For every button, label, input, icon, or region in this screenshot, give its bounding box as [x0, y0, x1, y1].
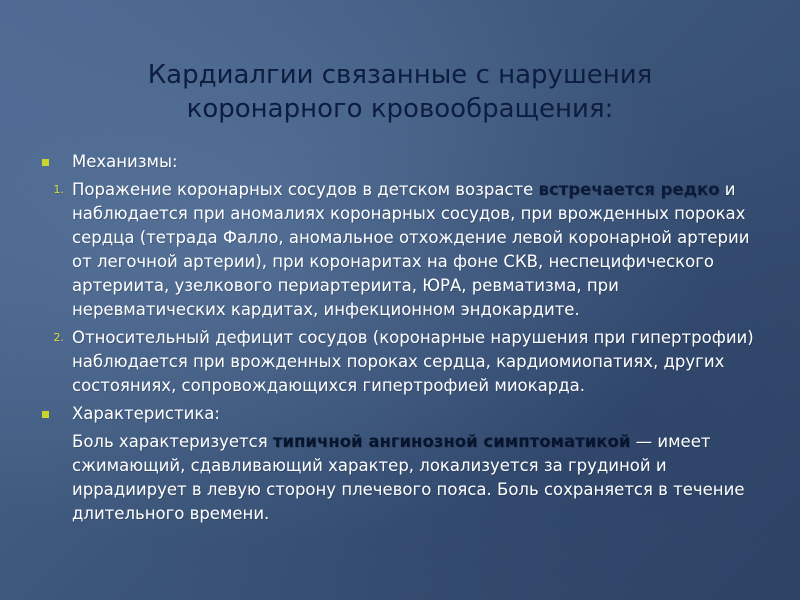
item-number-2: 2. [53, 331, 64, 344]
characteristic-text-before: Боль характеризуется [72, 432, 273, 451]
characteristic-bullet [72, 402, 772, 426]
item-number-1: 1. [53, 183, 64, 196]
mechanisms-bullet [72, 150, 772, 174]
item1-text-before: Поражение коронарных сосудов в детском возрасте [72, 180, 539, 199]
item1-highlight: встречается редко [538, 180, 720, 199]
item2-text: Относительный дефицит сосудов (коронарные нарушения при гипертрофии) наблюдается при врожденных пороках сердца, кардиомиопатиях, других состояниях, сопровождающихся гипертрофией миокарда. [72, 328, 754, 395]
characteristic-heading: Характеристика: [72, 404, 220, 423]
slide-title [60, 58, 740, 126]
title-line-1: Кардиалгии связанные с нарушения [147, 60, 653, 90]
characteristic-highlight: типичной ангинозной симптоматикой [272, 432, 631, 451]
mechanisms-heading: Механизмы: [72, 152, 178, 171]
numbered-item-1 [53, 178, 772, 322]
square-bullet-icon [42, 159, 49, 166]
slide-content [53, 150, 772, 530]
square-bullet-icon [42, 411, 49, 418]
title-line-2: коронарного кровообращения: [186, 94, 614, 124]
numbered-item-2 [53, 326, 772, 398]
characteristic-paragraph [72, 430, 772, 526]
characteristic-text-after: — имеет сжимающий, сдавливающий характер, локализуется за грудиной и иррадиирует в левую сторону плечевого пояса. Боль сохраняется в течение длительного времени. [72, 432, 745, 523]
item1-text-after: и наблюдается при аномалиях коронарных сосудов, при врожденных пороках сердца (тетрада Фалло, аномальное отхождение левой коронарной артерии от легочной артерии), при коронаритах на фоне СКВ, неспецифического артериита, узелкового периартериита, ЮРА, ревматизма, при неревматических кардитах, инфекционном эндокардите. [72, 180, 750, 319]
